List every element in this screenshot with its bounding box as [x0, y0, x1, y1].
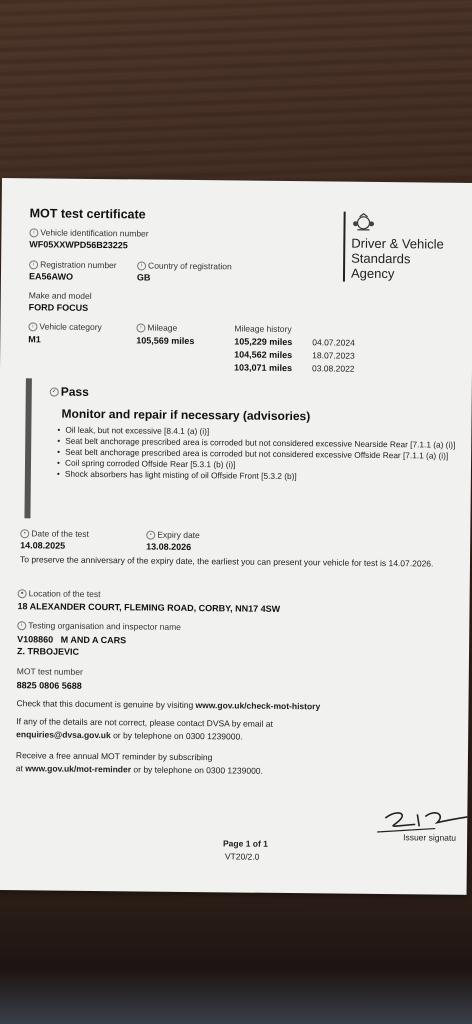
agency-line-2: Standards [351, 250, 411, 267]
mileage-value: 105,569 miles [136, 335, 195, 347]
info-icon: i [28, 323, 37, 332]
contact-line-1: If any of the details are not correct, please contact DVSA by email at [16, 716, 273, 729]
certificate-title: MOT test certificate [29, 206, 146, 222]
history-date-2: 18.07.2023 [312, 350, 355, 361]
calendar-icon: ▪ [146, 531, 155, 540]
mileage-label: i Mileage [136, 322, 177, 333]
reg-label: i Registration number [29, 259, 117, 270]
advisory-item: • Seat belt anchorage prescribed area is corroded but not considered excessive Nearside Rear [7.1.1 (a) (i)] [57, 436, 467, 450]
advisory-item: • Shock absorbers has light misting of oil Offside Front [5.3.2 (b)] [57, 469, 467, 483]
mot-number-value: 8825 0806 5688 [16, 680, 82, 691]
make-label: Make and model [28, 290, 92, 301]
advisory-item: • Oil leak, but not excessive [8.4.1 (a) (i)] [57, 425, 467, 439]
info-icon: i [136, 324, 145, 333]
table-surface-bottom [0, 885, 472, 1024]
org-label: i Testing organisation and inspector name [17, 620, 181, 632]
agency-divider [343, 212, 345, 282]
mot-number-label: MOT test number [16, 666, 83, 677]
test-date-value: 14.08.2025 [20, 540, 66, 551]
history-miles-1: 105,229 miles [234, 336, 293, 348]
check-icon: ✓ [50, 388, 59, 397]
form-version: VT20/2.0 [224, 851, 260, 862]
reminder-line-2: at www.gov.uk/mot-reminder or by telephone on 0300 1239000. [15, 763, 263, 776]
history-miles-3: 103,071 miles [233, 362, 293, 374]
make-value: FORD FOCUS [28, 302, 89, 313]
advisories-list [57, 425, 468, 484]
info-icon: i [137, 262, 146, 271]
mot-certificate-paper [0, 178, 472, 895]
check-genuine-line: Check that this document is genuine by visiting www.gov.uk/check-mot-history [16, 698, 321, 712]
pass-status-bar [24, 378, 31, 518]
issuer-signature-label: Issuer signatu [403, 832, 457, 843]
advisory-item: • Coil spring corroded Offside Rear [5.3.1 (b) (i)] [57, 458, 467, 472]
pass-status: ✓ Pass [50, 385, 89, 399]
contact-line-2: enquiries@dvsa.gov.uk or by telephone on 0300 1239000. [16, 729, 243, 742]
test-date-label: ▪ Date of the test [20, 528, 89, 539]
calendar-icon: ▪ [20, 529, 29, 538]
vin-label: i Vehicle identification number [29, 227, 148, 238]
location-pin-icon: ● [18, 589, 27, 598]
advisory-item: • Seat belt anchorage prescribed area is corroded but not considered excessive Offside Rear [7.1.1 (a) (i)] [57, 447, 467, 461]
agency-line-3: Agency [350, 265, 395, 282]
info-icon: i [29, 261, 38, 270]
history-miles-2: 104,562 miles [234, 349, 293, 361]
expiry-value: 13.08.2026 [146, 541, 192, 553]
reminder-line-1: Receive a free annual MOT reminder by subscribing [15, 750, 213, 763]
vin-value: WF05XXWPD56B23225 [29, 239, 128, 251]
category-value: M1 [28, 334, 41, 345]
expiry-label: ▪ Expiry date [146, 530, 200, 541]
org-value: V108860 M AND A CARS [17, 634, 127, 646]
location-value: 18 ALEXANDER COURT, FLEMING ROAD, CORBY, NN17 4SW [17, 601, 281, 614]
category-label: i Vehicle category [28, 321, 101, 332]
history-date-1: 04.07.2024 [312, 337, 355, 348]
inspector-value: Z. TRBOJEVIC [16, 646, 80, 657]
agency-line-1: Driver & Vehicle [351, 235, 444, 252]
country-label: i Country of registration [137, 260, 232, 271]
page-number: Page 1 of 1 [222, 838, 268, 849]
reg-value: EA56AWO [28, 271, 74, 282]
location-label: ● Location of the test [18, 588, 101, 599]
mileage-history-label: Mileage history [234, 323, 292, 335]
table-surface-top [0, 0, 472, 180]
check-mot-link[interactable]: www.gov.uk/check-mot-history [195, 700, 321, 712]
history-date-3: 03.08.2022 [311, 363, 355, 374]
preserve-anniversary-text: To preserve the anniversary of the expiry date, the earliest you can present your vehicle for test is 14.07.2026. [19, 554, 434, 569]
royal-crest-icon [351, 212, 375, 232]
dvsa-email-link[interactable]: enquiries@dvsa.gov.uk [16, 729, 111, 741]
advisories-heading: Monitor and repair if necessary (advisories) [61, 406, 311, 424]
info-icon: i [29, 229, 38, 238]
mot-reminder-link[interactable]: www.gov.uk/mot-reminder [25, 763, 132, 775]
info-icon: i [17, 621, 26, 630]
country-value: GB [136, 272, 151, 283]
